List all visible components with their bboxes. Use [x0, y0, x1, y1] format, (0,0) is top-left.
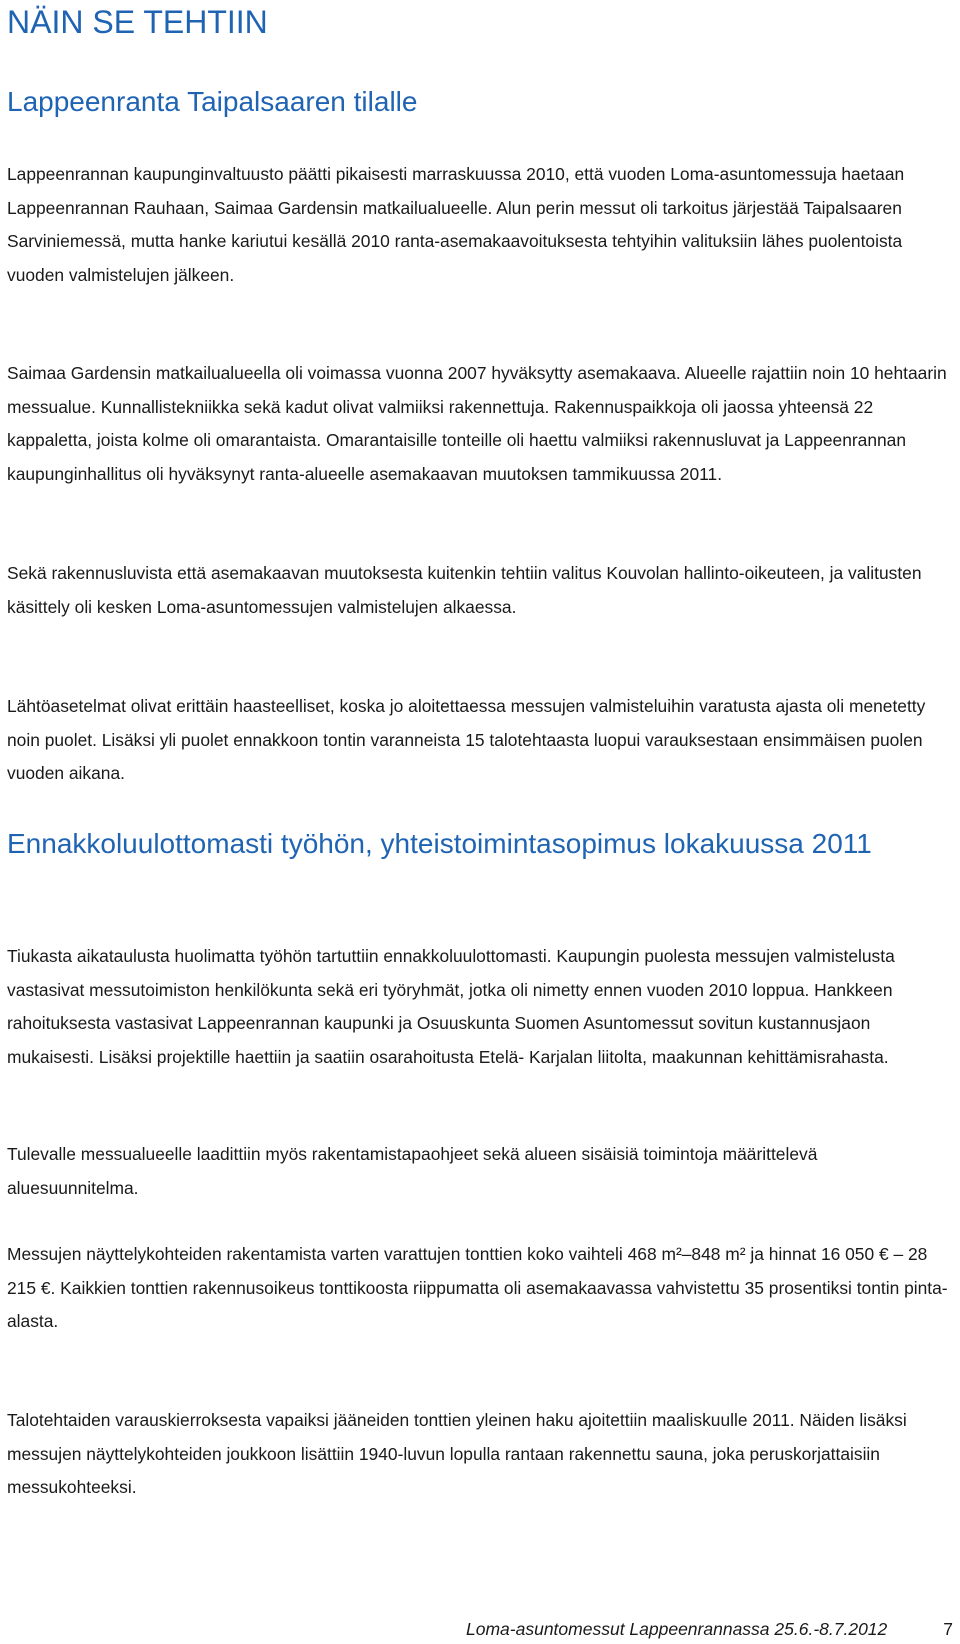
footer-publication: Loma-asuntomessut Lappeenrannassa 25.6.-8.7.2012 [466, 1619, 888, 1639]
paragraph: Messujen näyttelykohteiden rakentamista varten varattujen tonttien koko vaihteli 468 m²–848 m² ja hinnat 16 050 € – 28 215 €. Kaikkien tonttien rakennusoikeus tonttikoosta riippumatta oli asemakaavassa vahvistettu 35 prosentiksi tontin pinta-alasta. [7, 1244, 948, 1331]
paragraph: Sekä rakennusluvista että asemakaavan muutoksesta kuitenkin tehtiin valitus Kouvolan hallinto-oikeuteen, ja valitusten käsittely oli kesken Loma-asuntomessujen valmistelujen alkaessa. [7, 563, 922, 617]
paragraph: Lappeenrannan kaupunginvaltuusto päätti pikaisesti marraskuussa 2010, että vuoden Loma-asuntomessuja haetaan Lappeenrannan Rauhaan, Saimaa Gardensin matkailualueelle. Alun perin messut oli tarkoitus järjestää Taipalsaaren Sarviniemessä, mutta hanke kariutui kesällä 2010 ranta-asemakaavoituksesta tehtyihin valituksiin lähes puolentoista vuoden valmistelujen jälkeen. [7, 164, 905, 285]
paragraph: Saimaa Gardensin matkailualueella oli voimassa vuonna 2007 hyväksytty asemakaava. Alueelle rajattiin noin 10 hehtaarin messualue. Kunnallistekniikka sekä kadut olivat valmiiksi rakennettuja. Rakennuspaikkoja oli jaossa yhteensä 22 kappaletta, joista kolme oli omarantaista. Omarantaisille tonteille oli haettu valmiiksi rakennusluvat ja Lappeenrannan kaupunginhallitus oli hyväksynyt ranta-alueelle asemakaavan muutoksen tammikuussa 2011. [7, 363, 947, 484]
paragraph: Tiukasta aikataulusta huolimatta työhön tartuttiin ennakkoluulottomasti. Kaupungin puolesta messujen valmistelusta vastasivat messutoimiston henkilökunta sekä eri työryhmät, jotka oli nimetty ennen vuoden 2010 loppua. Hankkeen rahoituksesta vastasivat Lappeenrannan kaupunki ja Osuuskunta Suomen Asuntomessut sovitun kustannusjaon mukaisesti. Lisäksi projektille haettiin ja saatiin osarahoitusta Etelä- Karjalan liitolta, maakunnan kehittämisrahasta. [7, 946, 895, 1067]
section-heading-2: Ennakkoluulottomasti työhön, yhteistoimintasopimus lokakuussa 2011 [7, 828, 872, 859]
paragraph: Lähtöasetelmat olivat erittäin haasteelliset, koska jo aloitettaessa messujen valmisteluihin varatusta ajasta oli menetetty noin puolet. Lisäksi yli puolet ennakkoon tontin varanneista 15 talotehtaasta luopui varauksestaan ensimmäisen puolen vuoden aikana. [7, 696, 926, 783]
page-footer [466, 1618, 953, 1640]
section-heading-1: Lappeenranta Taipalsaaren tilalle [7, 86, 418, 117]
paragraph: Talotehtaiden varauskierroksesta vapaiksi jääneiden tonttien yleinen haku ajoitettiin maaliskuulle 2011. Näiden lisäksi messujen näyttelykohteiden joukkoon lisättiin 1940-luvun lopulla rantaan rakennettu sauna, joka peruskorjattaisiin messukohteeksi. [7, 1410, 907, 1497]
paragraph: Tulevalle messualueelle laadittiin myös rakentamistapaohjeet sekä alueen sisäisiä toimintoja määrittelevä aluesuunnitelma. [7, 1144, 818, 1198]
page-title: NÄIN SE TEHTIIN [7, 4, 268, 40]
page-number: 7 [943, 1619, 953, 1639]
